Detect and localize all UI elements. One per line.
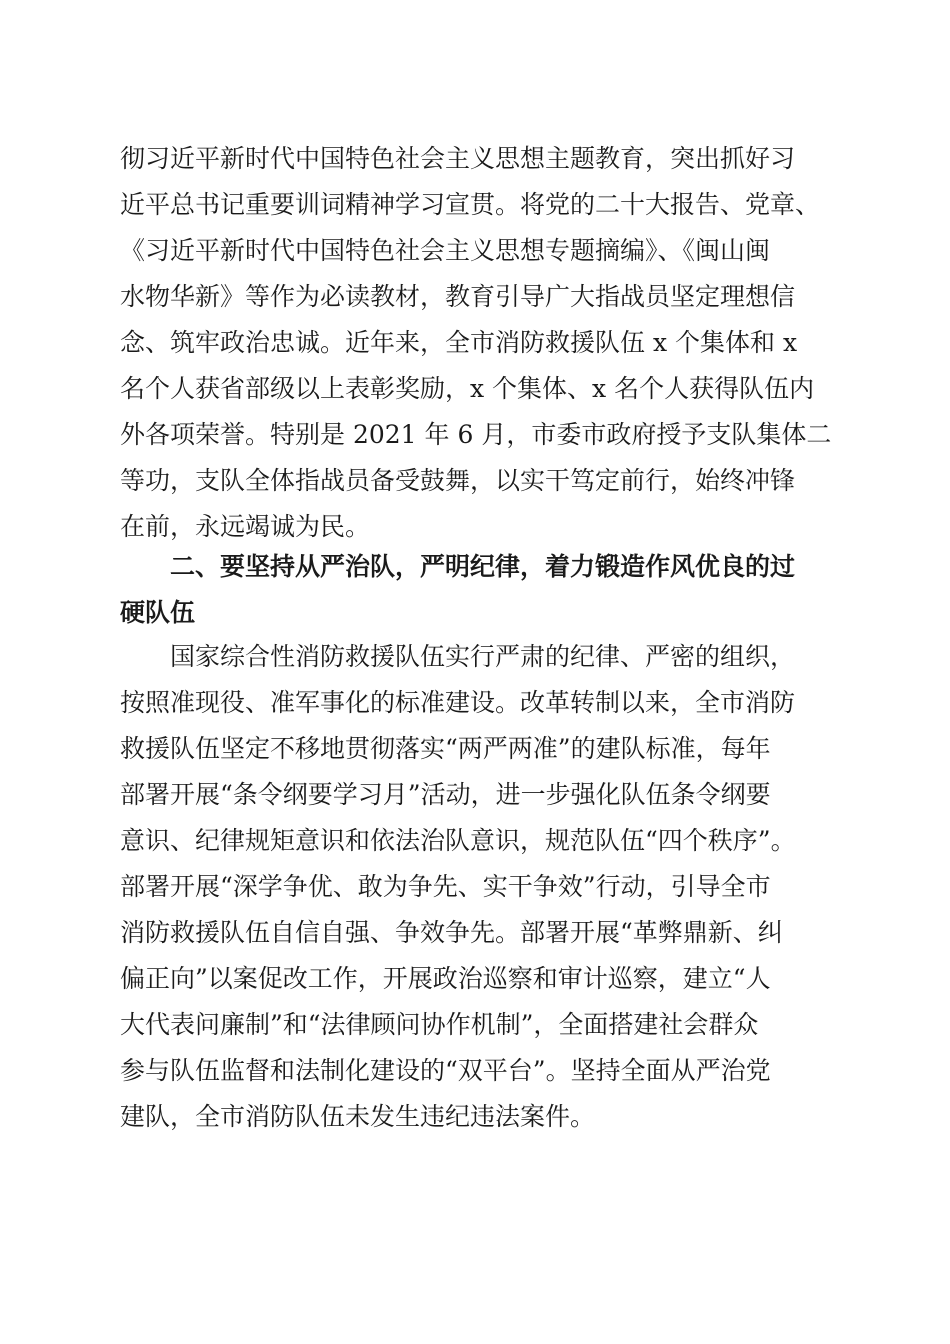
paragraph-1-line: 念、筑牢政治忠诚。近年来，全市消防救援队伍 x 个集体和 x: [120, 328, 798, 357]
paragraph-1-line: 《习近平新时代中国特色社会主义思想专题摘编》、《闽山闽: [120, 236, 771, 265]
paragraph-1-line: 近平总书记重要训词精神学习宣贯。将党的二十大报告、党章、: [120, 190, 821, 219]
paragraph-2-line: 消防救援队伍自信自强、争效争先。部署开展“革弊鼎新、纠: [120, 918, 783, 947]
paragraph-1: [120, 136, 840, 550]
paragraph-2-line: 部署开展“深学争优、敢为争先、实干争效”行动，引导全市: [120, 872, 771, 901]
paragraph-1-line: 等功，支队全体指战员备受鼓舞，以实干笃定前行，始终冲锋: [120, 466, 796, 495]
section-heading: [120, 544, 840, 636]
paragraph-2-line: 国家综合性消防救援队伍实行严肃的纪律、严密的组织，: [170, 642, 796, 671]
paragraph-1-line: 水物华新》等作为必读教材，教育引导广大指战员坚定理想信: [120, 282, 796, 311]
paragraph-2: [120, 634, 840, 1140]
paragraph-2-line: 部署开展“条令纲要学习月”活动，进一步强化队伍条令纲要: [120, 780, 771, 809]
section-heading-line: 硬队伍: [120, 598, 196, 627]
paragraph-2-line: 参与队伍监督和法制化建设的“双平台”。坚持全面从严治党: [120, 1056, 771, 1085]
paragraph-1-line: 名个人获省部级以上表彰奖励，x 个集体、x 名个人获得队伍内: [120, 374, 815, 403]
paragraph-1-line: 彻习近平新时代中国特色社会主义思想主题教育，突出抓好习: [120, 144, 796, 173]
paragraph-1-line: 外各项荣誉。特别是 2021 年 6 月，市委市政府授予支队集体二: [120, 420, 832, 449]
paragraph-1-line: 在前，永远竭诚为民。: [120, 512, 371, 541]
paragraph-2-line: 建队，全市消防队伍未发生违纪违法案件。: [120, 1102, 596, 1131]
section-heading-line: 二、要坚持从严治队，严明纪律，着力锻造作风优良的过: [170, 552, 796, 581]
paragraph-2-line: 偏正向”以案促改工作，开展政治巡察和审计巡察，建立“人: [120, 964, 771, 993]
paragraph-2-line: 意识、纪律规矩意识和依法治队意识，规范队伍“四个秩序”。: [120, 826, 796, 855]
paragraph-2-line: 按照准现役、准军事化的标准建设。改革转制以来，全市消防: [120, 688, 796, 717]
paragraph-2-line: 救援队伍坚定不移地贯彻落实“两严两准”的建队标准，每年: [120, 734, 771, 763]
paragraph-2-line: 大代表问廉制”和“法律顾问协作机制”，全面搭建社会群众: [120, 1010, 759, 1039]
